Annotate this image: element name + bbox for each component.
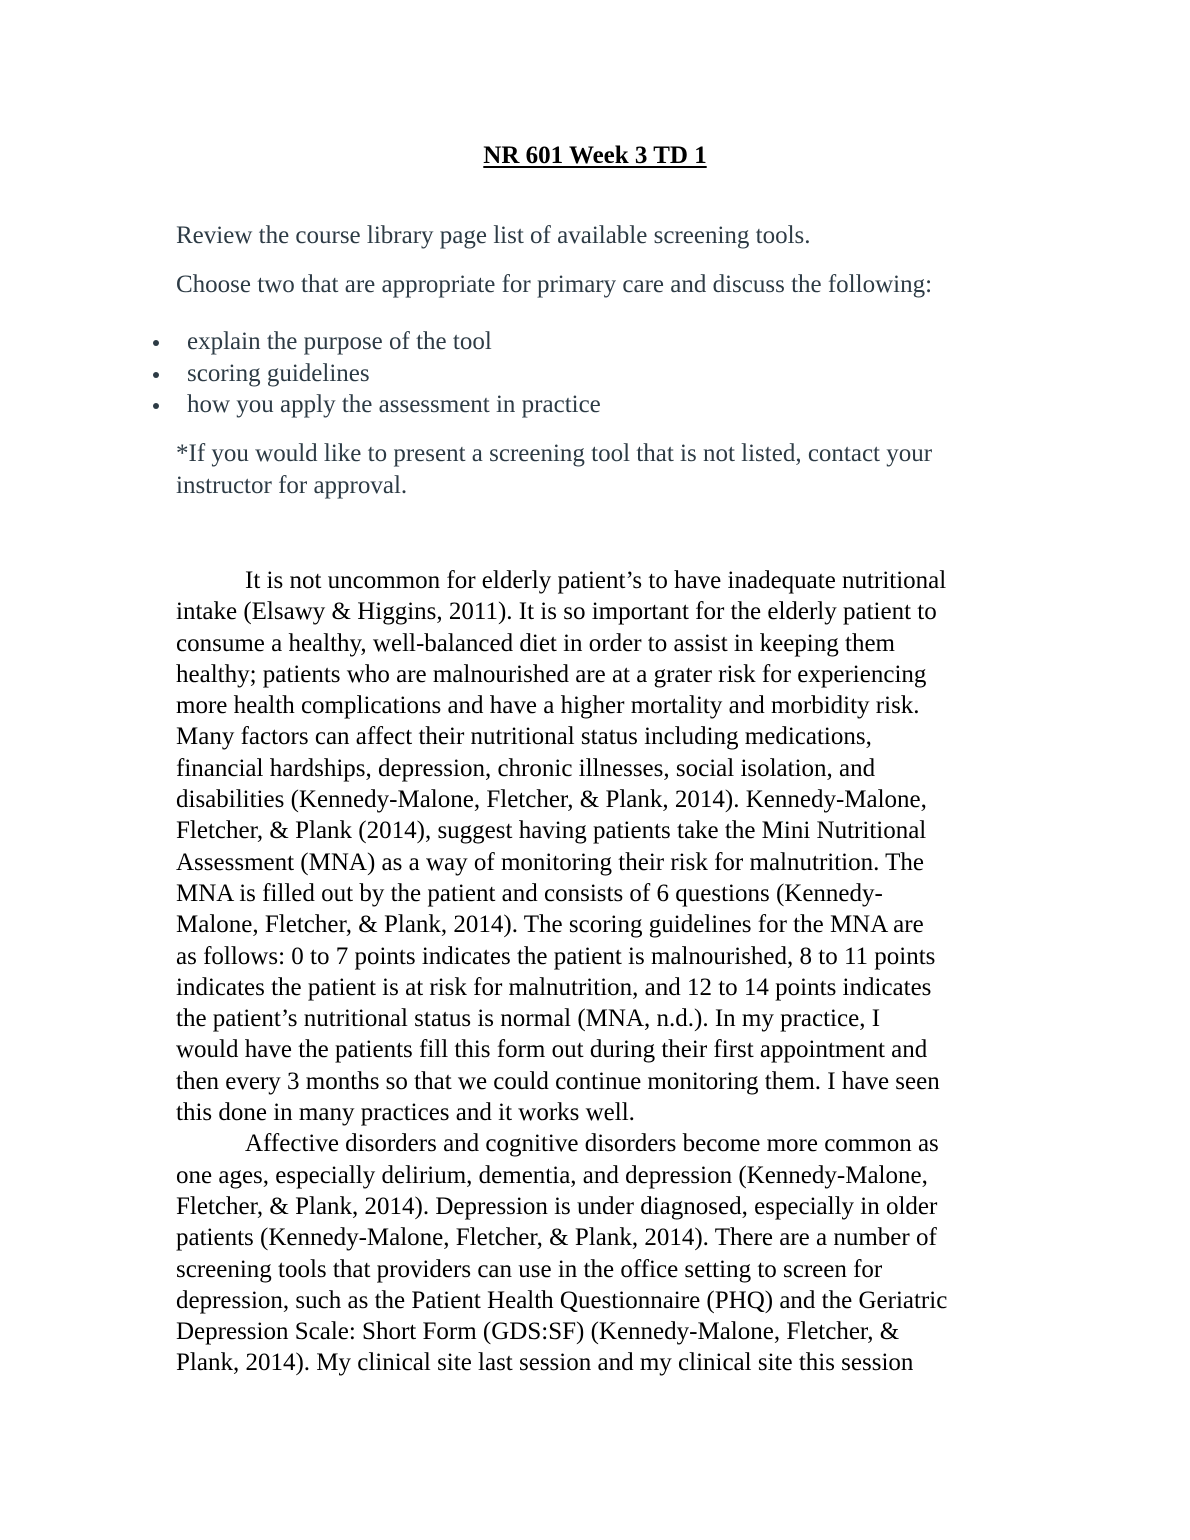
note-line: *If you would like to present a screening tool that is not listed, contact your — [176, 440, 933, 467]
body-line: healthy; patients who are malnourished are at a grater risk for experiencing — [176, 660, 927, 688]
note-line: instructor for approval. — [176, 472, 408, 499]
body-line: Fletcher, & Plank (2014), suggest having patients take the Mini Nutritional — [176, 817, 927, 845]
paragraph-depression — [176, 1128, 1036, 1378]
approval-note — [176, 438, 1036, 502]
body-line: as follows: 0 to 7 points indicates the patient is malnourished, 8 to 11 points — [176, 942, 936, 970]
body-line: Plank, 2014). My clinical site last session and my clinical site this session — [176, 1349, 914, 1377]
bullet-icon — [153, 372, 159, 378]
body-line: the patient’s nutritional status is normal (MNA, n.d.). In my practice, I — [176, 1005, 881, 1033]
body-line: financial hardships, depression, chronic illnesses, social isolation, and — [176, 754, 876, 782]
bullet-text: explain the purpose of the tool — [187, 328, 492, 355]
body-line: consume a healthy, well-balanced diet in order to assist in keeping them — [176, 629, 895, 657]
body-line: It is not uncommon for elderly patient’s to have inadequate nutritional — [245, 567, 947, 594]
body-line: this done in many practices and it works well. — [176, 1099, 635, 1127]
body-line: intake (Elsawy & Higgins, 2011). It is so important for the elderly patient to — [176, 598, 937, 626]
bullet-text: scoring guidelines — [187, 359, 370, 387]
body-line: Many factors can affect their nutritional status including medications, — [176, 723, 872, 751]
page-title-text: NR 601 Week 3 TD 1 — [483, 142, 707, 169]
body-line: one ages, especially delirium, dementia, and depression (Kennedy-Malone, — [176, 1161, 928, 1189]
body-line: screening tools that providers can use in the office setting to screen for — [176, 1255, 883, 1283]
body-line: Affective disorders and cognitive disorders become more common as — [245, 1130, 939, 1158]
body-line: then every 3 months so that we could continue monitoring them. I have seen — [176, 1067, 940, 1095]
body-line: more health complications and have a higher mortality and morbidity risk. — [176, 692, 920, 720]
discussion-body — [176, 565, 1036, 1379]
bullet-text: how you apply the assessment in practice — [187, 391, 601, 418]
body-line: Malone, Fletcher, & Plank, 2014). The scoring guidelines for the MNA are — [176, 911, 924, 939]
instruction-line-1: Review the course library page list of available screening tools. — [176, 222, 811, 249]
body-line: would have the patients fill this form out during their first appointment and — [176, 1036, 928, 1064]
body-line: depression, such as the Patient Health Questionnaire (PHQ) and the Geriatric — [176, 1286, 948, 1314]
page-title — [0, 140, 1190, 172]
bullet-icon — [153, 403, 159, 409]
body-line: Depression Scale: Short Form (GDS:SF) (Kennedy-Malone, Fletcher, & — [176, 1318, 900, 1346]
body-line: Assessment (MNA) as a way of monitoring their risk for malnutrition. The — [176, 848, 925, 876]
body-line: MNA is filled out by the patient and consists of 6 questions (Kennedy- — [176, 879, 883, 907]
instruction-line-2: Choose two that are appropriate for primary care and discuss the following: — [176, 271, 933, 298]
paragraph-nutrition — [176, 565, 1036, 1128]
bullet-icon — [153, 340, 159, 346]
body-line: Fletcher, & Plank, 2014). Depression is under diagnosed, especially in older — [176, 1192, 938, 1220]
body-line: patients (Kennedy-Malone, Fletcher, & Plank, 2014). There are a number of — [176, 1224, 937, 1252]
body-line: disabilities (Kennedy-Malone, Fletcher, & Plank, 2014). Kennedy-Malone, — [176, 786, 927, 814]
body-line: indicates the patient is at risk for malnutrition, and 12 to 14 points indicates — [176, 973, 932, 1001]
